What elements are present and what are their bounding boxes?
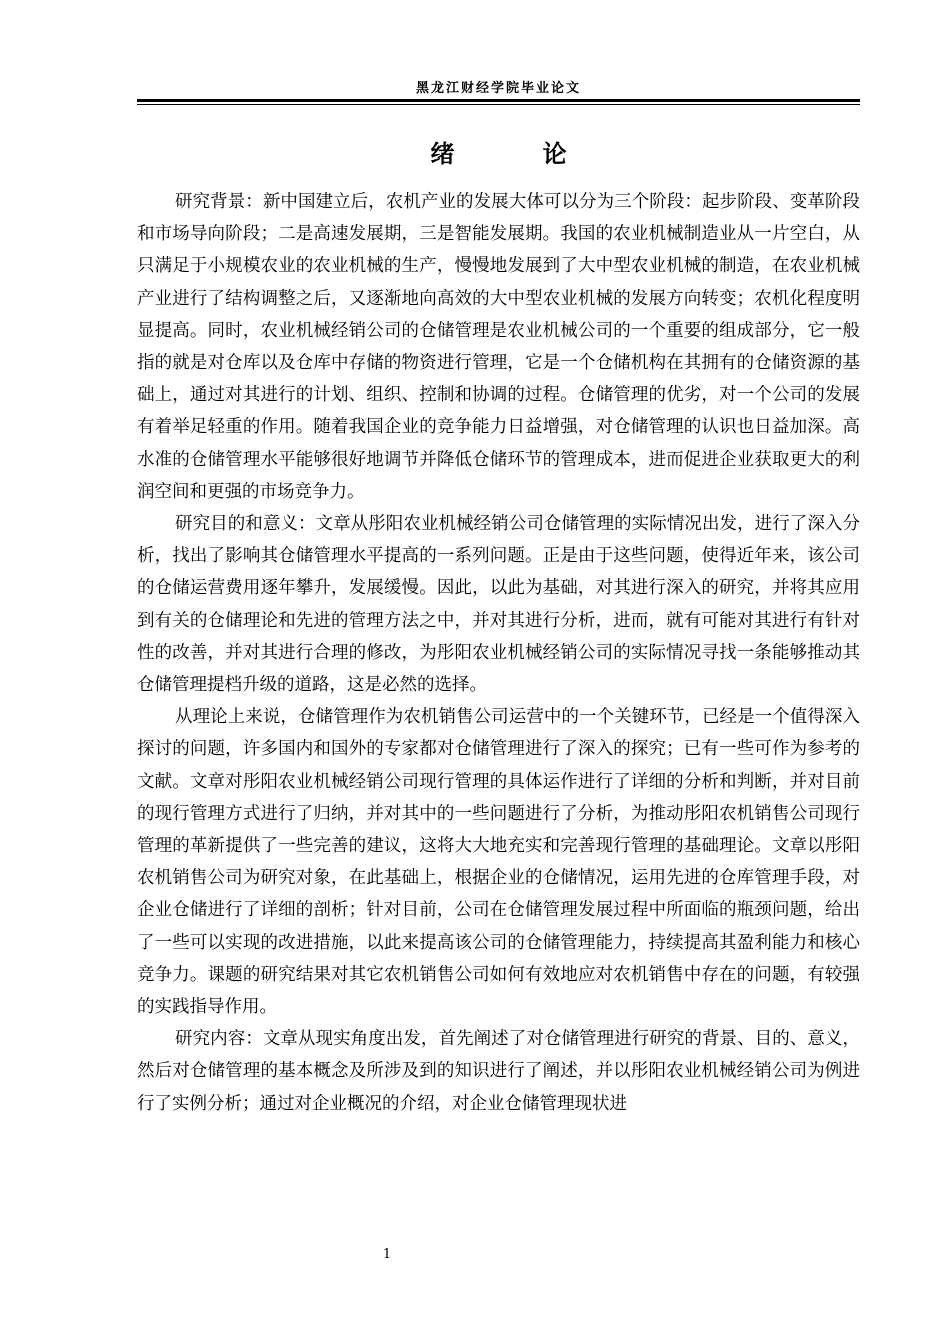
header-rule-thick bbox=[137, 99, 860, 102]
paragraph-purpose: 研究目的和意义：文章从彤阳农业机械经销公司仓储管理的实际情况出发，进行了深入分析，找出了影响其仓储管理水平提高的一系列问题。正是由于这些问题，使得近年来，该公司的仓储运营费用逐年攀升，发展缓慢。因此，以此为基础，对其进行深入的研究，并将其应用到有关的仓储理论和先进的管理方法之中，并对其进行分析，进而，就有可能对其进行有针对性的改善，并对其进行合理的修改，为彤阳农业机械经销公司的实际情况寻找一条能够推动其仓储管理提档升级的道路，这是必然的选择。 bbox=[137, 514, 860, 696]
page-number: 1 bbox=[382, 1247, 392, 1262]
header-rule-thin bbox=[137, 104, 860, 105]
section-title: 绪 论 bbox=[430, 139, 607, 168]
paragraph-background: 研究背景：新中国建立后，农机产业的发展大体可以分为三个阶段：起步阶段、变革阶段和市场导向阶段；二是高速发展期，三是智能发展期。我国的农业机械制造业从一片空白，从只满足于小规模农业的农业机械的生产，慢慢地发展到了大中型农业机械的制造，在农业机械产业进行了结构调整之后，又逐渐地向高效的大中型农业机械的发展方向转变；农机化程度明显提高。同时，农业机械经销公司的仓储管理是农业机械公司的一个重要的组成部分，它一般指的就是对仓库以及仓库中存储的物资进行管理，它是一个仓储机构在其拥有的仓储资源的基础上，通过对其进行的计划、组织、控制和协调的过程。仓储管理的优劣，对一个公司的发展有着举足轻重的作用。随着我国企业的竞争能力日益增强，对仓储管理的认识也日益加深。高水准的仓储管理水平能够很好地调节并降低仓储环节的管理成本，进而促进企业获取更大的利润空间和更强的市场竞争力。 bbox=[137, 192, 860, 502]
body-text bbox=[137, 186, 860, 1120]
running-header: 黑龙江财经学院毕业论文 bbox=[415, 81, 581, 96]
paragraph-content: 研究内容：文章从现实角度出发，首先阐述了对仓储管理进行研究的背景、目的、意义，然后对仓储管理的基本概念及所涉及到的知识进行了阐述，并以彤阳农业机械经销公司为例进行了实例分析；通过对企业概况的介绍，对企业仓储管理现状进 bbox=[137, 1029, 860, 1114]
paragraph-theory: 从理论上来说，仓储管理作为农机销售公司运营中的一个关键环节，已经是一个值得深入探讨的问题，许多国内和国外的专家都对仓储管理进行了深入的探究；已有一些可作为参考的文献。文章对彤阳农业机械经销公司现行管理的具体运作进行了详细的分析和判断，并对目前的现行管理方式进行了归纳，并对其中的一些问题进行了分析，为推动彤阳农机销售公司现行管理的革新提供了一些完善的建议，这将大大地充实和完善现行管理的基础理论。文章以彤阳农机销售公司为研究对象，在此基础上，根据企业的仓储情况，运用先进的仓库管理手段，对企业仓储进行了详细的剖析；针对目前，公司在仓储管理发展过程中所面临的瓶颈问题，给出了一些可以实现的改进措施，以此来提高该公司的仓储管理能力，持续提高其盈利能力和核心竞争力。课题的研究结果对其它农机销售公司如何有效地应对农机销售中存在的问题，有较强的实践指导作用。 bbox=[137, 707, 860, 1018]
